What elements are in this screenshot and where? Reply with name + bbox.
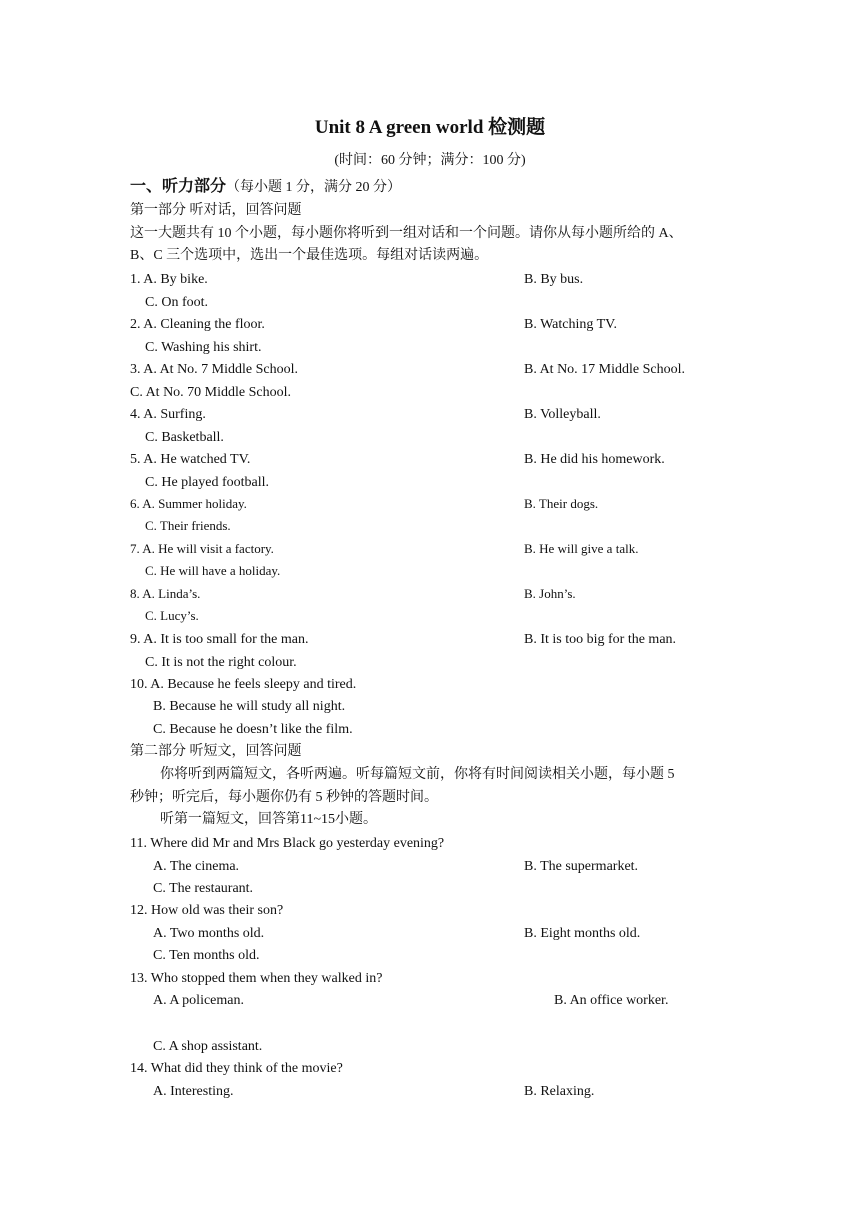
q12-option-a: A. Two months old.	[153, 926, 265, 941]
q11-option-b: B. The supermarket.	[524, 859, 639, 874]
part1-instructions-line1: 这一大题共有 10 个小题，每小题你将听到一组对话和一个问题。请你从每小题所给的 A、	[130, 226, 683, 241]
q1-option-c: C. On foot.	[145, 295, 208, 310]
q11-question: 11. Where did Mr and Mrs Black go yesterday evening?	[130, 836, 445, 851]
q12-question: 12. How old was their son?	[130, 903, 284, 918]
q14-option-b: B. Relaxing.	[524, 1084, 595, 1099]
q9-option-a: 9. A. It is too small for the man.	[130, 632, 309, 647]
part2-instructions-line1: 你将听到两篇短文，各听两遍。听每篇短文前，你将有时间阅读相关小题，每小题 5	[160, 767, 675, 782]
q8-option-a: 8. A. Linda’s.	[130, 586, 201, 601]
part1-heading: 第一部分 听对话，回答问题	[130, 203, 302, 218]
exam-time-score: (时间：60 分钟；满分：100 分)	[334, 153, 526, 168]
q5-option-c: C. He played football.	[145, 475, 270, 490]
passage1-instruction: 听第一篇短文，回答第11~15小题。	[160, 812, 378, 827]
q7-option-c: C. He will have a holiday.	[145, 563, 281, 578]
q4-option-b: B. Volleyball.	[524, 407, 601, 422]
q10-option-b: B. Because he will study all night.	[153, 699, 346, 714]
q11-option-a: A. The cinema.	[153, 859, 240, 874]
q13-option-a: A. A policeman.	[153, 993, 244, 1008]
q2-option-b: B. Watching TV.	[524, 317, 617, 332]
q3-option-a: 3. A. At No. 7 Middle School.	[130, 362, 299, 377]
section-score-note: （每小题 1 分，满分 20 分）	[226, 180, 402, 195]
part2-heading: 第二部分 听短文，回答问题	[130, 744, 302, 759]
q2-option-c: C. Washing his shirt.	[145, 340, 262, 355]
q8-option-c: C. Lucy’s.	[145, 608, 199, 623]
q6-option-b: B. Their dogs.	[524, 496, 599, 511]
q5-option-a: 5. A. He watched TV.	[130, 452, 251, 467]
q10-option-a: 10. A. Because he feels sleepy and tired.	[130, 677, 357, 692]
q13-option-c: C. A shop assistant.	[153, 1039, 263, 1054]
q1-option-b: B. By bus.	[524, 272, 584, 287]
q8-option-b: B. John’s.	[524, 586, 576, 601]
q11-option-c: C. The restaurant.	[153, 881, 254, 896]
q13-option-b: B. An office worker.	[554, 993, 669, 1008]
q4-option-c: C. Basketball.	[145, 430, 224, 445]
q3-option-c: C. At No. 70 Middle School.	[130, 385, 292, 400]
q12-option-c: C. Ten months old.	[153, 948, 260, 963]
q9-option-b: B. It is too big for the man.	[524, 632, 677, 647]
q1-option-a: 1. A. By bike.	[130, 272, 208, 287]
q3-option-b: B. At No. 17 Middle School.	[524, 362, 686, 377]
part2-instructions-line2: 秒钟；听完后，每小题你仍有 5 秒钟的答题时间。	[130, 790, 438, 805]
q12-option-b: B. Eight months old.	[524, 926, 641, 941]
section-heading	[130, 177, 401, 198]
q6-option-a: 6. A. Summer holiday.	[130, 496, 247, 511]
section-title: 一、听力部分	[130, 178, 227, 195]
q7-option-b: B. He will give a talk.	[524, 541, 639, 556]
page-title: Unit 8 A green world 检测题	[314, 117, 546, 138]
q2-option-a: 2. A. Cleaning the floor.	[130, 317, 265, 332]
part1-instructions-line2: B、C 三个选项中，选出一个最佳选项。每组对话读两遍。	[130, 248, 489, 263]
q14-option-a: A. Interesting.	[153, 1084, 234, 1099]
q13-question: 13. Who stopped them when they walked in?	[130, 971, 383, 986]
q9-option-c: C. It is not the right colour.	[145, 655, 297, 670]
q7-option-a: 7. A. He will visit a factory.	[130, 541, 274, 556]
q4-option-a: 4. A. Surfing.	[130, 407, 206, 422]
q10-option-c: C. Because he doesn’t like the film.	[153, 722, 353, 737]
q5-option-b: B. He did his homework.	[524, 452, 665, 467]
q6-option-c: C. Their friends.	[145, 518, 231, 533]
q14-question: 14. What did they think of the movie?	[130, 1061, 343, 1076]
